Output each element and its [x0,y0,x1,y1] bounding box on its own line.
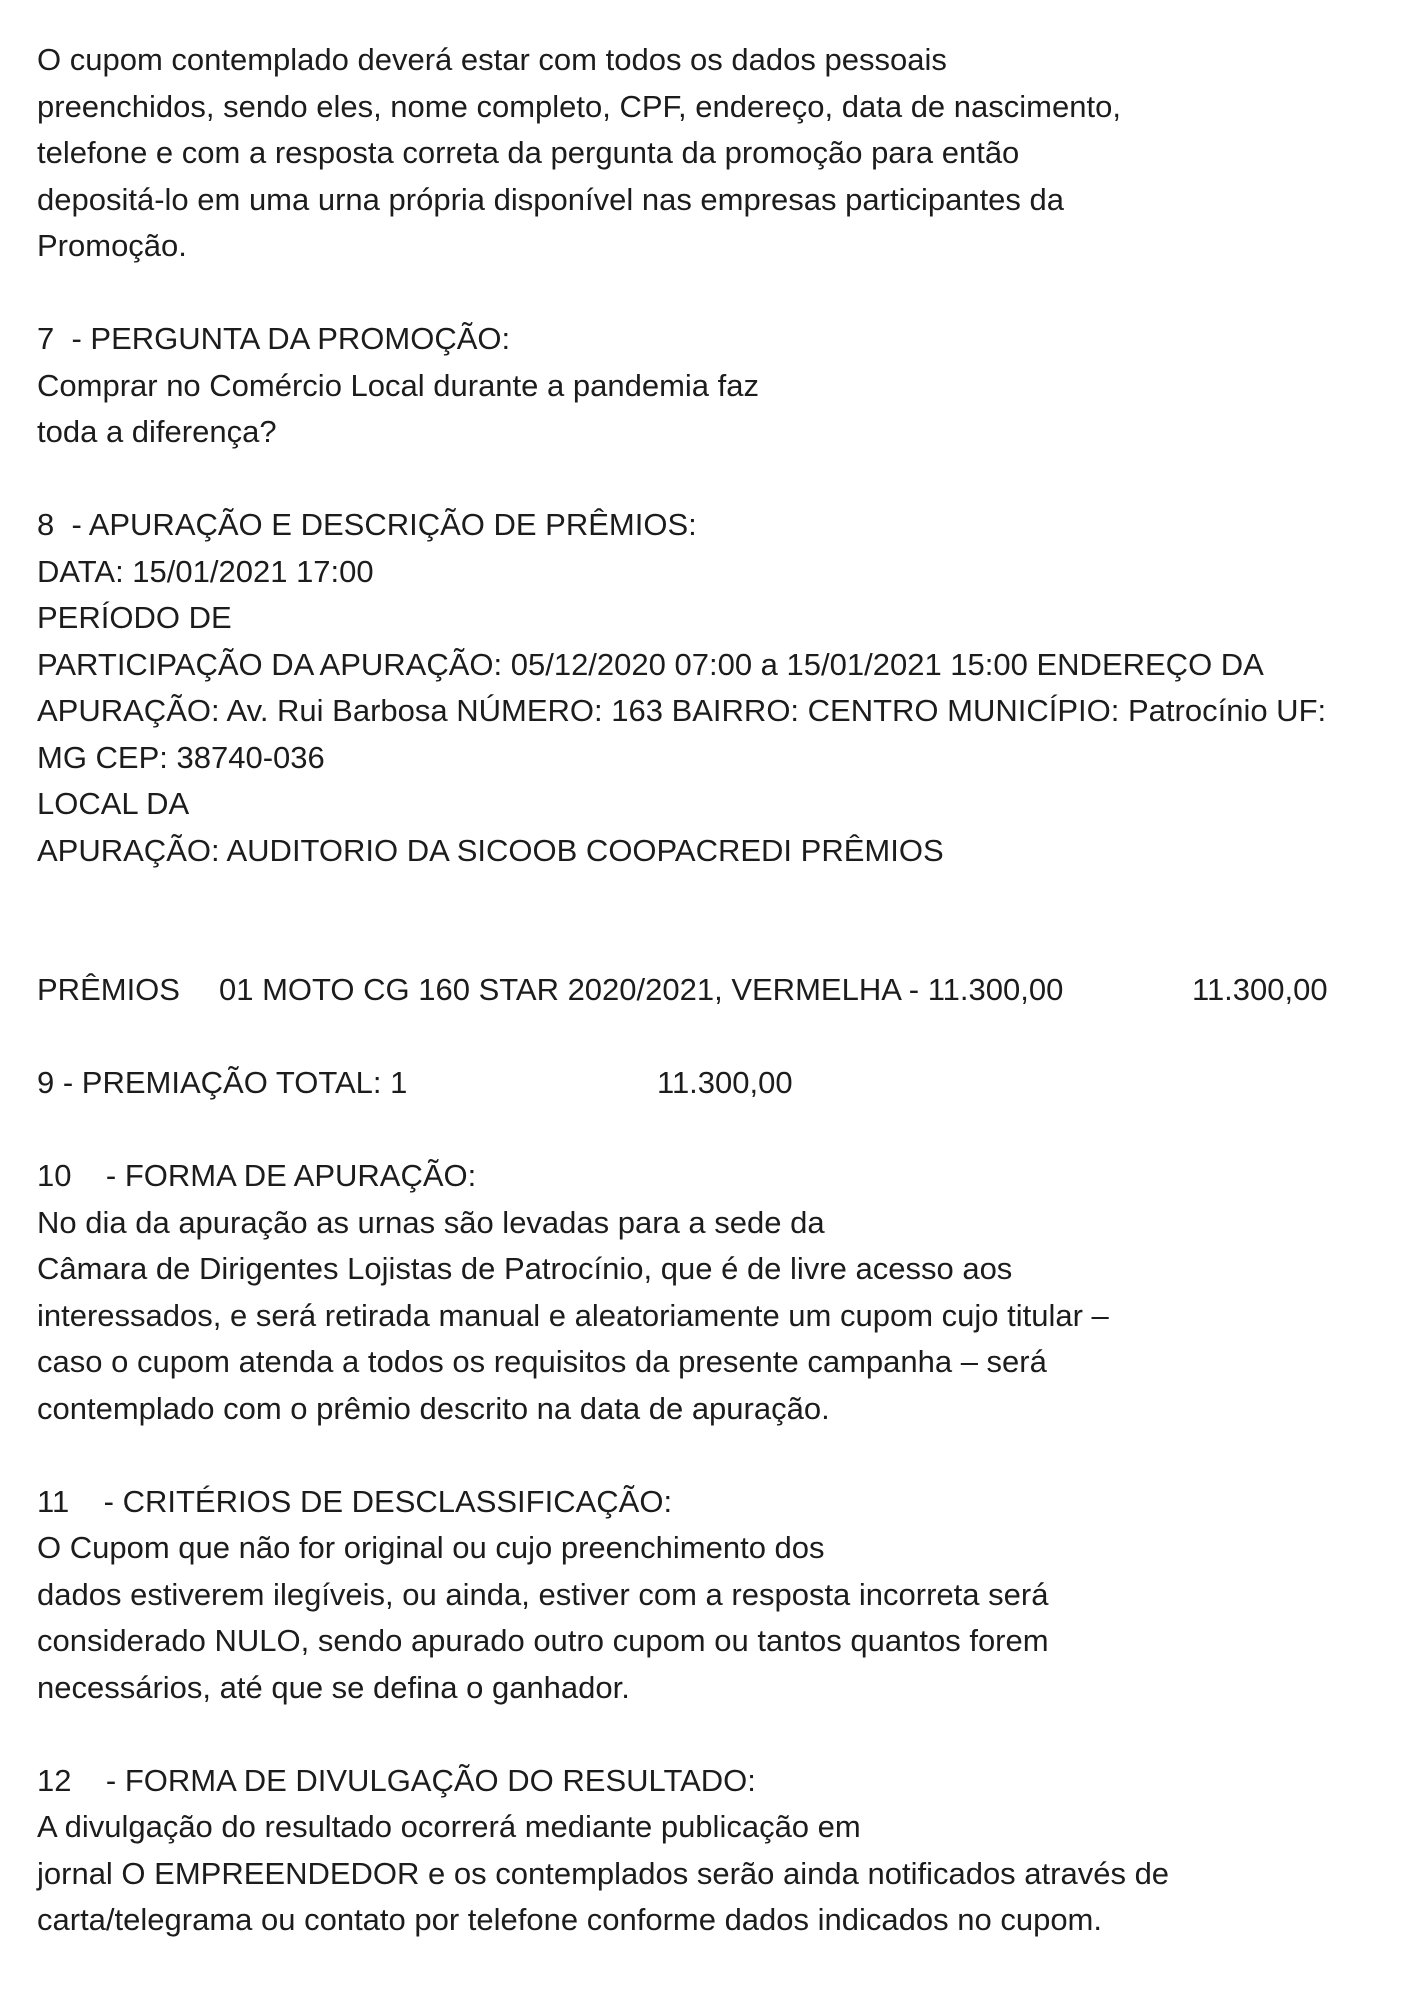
section-heading: 11 - CRITÉRIOS DE DESCLASSIFICAÇÃO: [37,1483,673,1519]
paragraph-line: depositá-lo em uma urna própria disponível nas empresas participantes da [37,181,1065,217]
section-heading: 10 - FORMA DE APURAÇÃO: [37,1158,477,1193]
paragraph-line: LOCAL DA [37,786,190,821]
paragraph-line: carta/telegrama ou contato por telefone conforme dados indicados no cupom. [37,1902,1102,1937]
paragraph-line: jornal O EMPREENDEDOR e os contemplados serão ainda notificados através de [37,1855,1170,1891]
cupom-paragraph [37,37,1377,270]
paragraph-line: dados estiverem ilegíveis, ou ainda, estiver com a resposta incorreta será [37,1576,1049,1612]
premios-row [37,967,1377,1014]
paragraph-line: toda a diferença? [37,414,277,449]
paragraph-line: caso o cupom atenda a todos os requisitos da presente campanha – será [37,1344,1047,1379]
document-page [37,37,1377,1944]
section-7 [37,316,1377,456]
paragraph-line: O cupom contemplado deverá estar com todos os dados pessoais [37,42,947,77]
paragraph-line: PARTICIPAÇÃO DA APURAÇÃO: 05/12/2020 07:00 a 15/01/2021 15:00 ENDEREÇO DA [37,646,1264,682]
paragraph-line: Câmara de Dirigentes Lojistas de Patrocínio, que é de livre acesso aos [37,1251,1013,1286]
premios-label: PRÊMIOS [37,972,180,1007]
paragraph-line: Comprar no Comércio Local durante a pandemia faz [37,367,759,403]
paragraph-line: No dia da apuração as urnas são levadas para a sede da [37,1204,825,1240]
paragraph-line: A divulgação do resultado ocorrerá mediante publicação em [37,1809,861,1844]
section-11 [37,1479,1377,1712]
paragraph-line: MG CEP: 38740-036 [37,739,325,775]
paragraph-line: contemplado com o prêmio descrito na data de apuração. [37,1390,830,1426]
paragraph-line: DATA: 15/01/2021 17:00 [37,553,374,589]
paragraph-line: considerado NULO, sendo apurado outro cupom ou tantos quantos forem [37,1623,1049,1658]
section-9 [37,1060,1377,1107]
section-heading: 8 - APURAÇÃO E DESCRIÇÃO DE PRÊMIOS: [37,507,697,542]
paragraph-line: APURAÇÃO: AUDITORIO DA SICOOB COOPACREDI PRÊMIOS [37,832,944,868]
paragraph-line: PERÍODO DE [37,600,232,635]
section-heading: 7 - PERGUNTA DA PROMOÇÃO: [37,321,511,356]
paragraph-line: telefone e com a resposta correta da pergunta da promoção para então [37,135,1020,170]
premios-value: 11.300,00 [1192,972,1328,1007]
section-12 [37,1758,1377,1944]
paragraph-line: interessados, e será retirada manual e aleatoriamente um cupom cujo titular – [37,1297,1109,1333]
paragraph-line: Promoção. [37,228,187,263]
premiacao-total-value: 11.300,00 [657,1065,793,1100]
paragraph-line: APURAÇÃO: Av. Rui Barbosa NÚMERO: 163 BAIRRO: CENTRO MUNICÍPIO: Patrocínio UF: [37,693,1327,728]
paragraph-line: O Cupom que não for original ou cujo preenchimento dos [37,1530,825,1565]
paragraph-line: necessários, até que se defina o ganhador. [37,1669,630,1705]
section-heading: 12 - FORMA DE DIVULGAÇÃO DO RESULTADO: [37,1762,756,1798]
section-10 [37,1153,1377,1432]
paragraph-line: preenchidos, sendo eles, nome completo, CPF, endereço, data de nascimento, [37,88,1121,124]
premiacao-total-label: 9 - PREMIAÇÃO TOTAL: 1 [37,1065,408,1100]
section-8 [37,502,1377,874]
premios-description: 01 MOTO CG 160 STAR 2020/2021, VERMELHA - 11.300,00 [219,972,1064,1007]
